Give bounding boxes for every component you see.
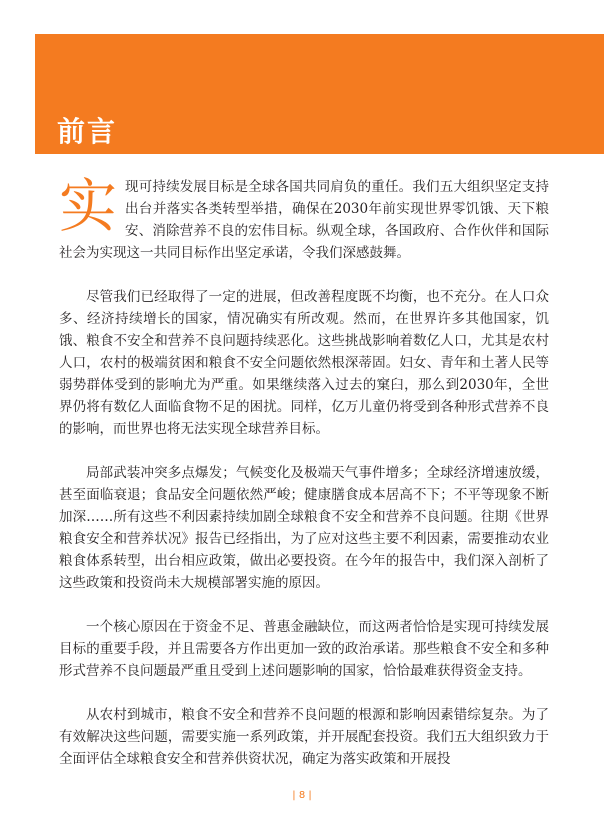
header-banner [35, 34, 604, 154]
drop-cap: 实 [59, 172, 118, 240]
paragraph-1-text: 现可持续发展目标是全球各国共同肩负的重任。我们五大组织坚定支持出台并落实各类转型举措，确保在2030年前实现世界零饥饿、天下粮安、消除营养不良的宏伟目标。纵观全球，各国政府、合作伙伴和国际社会为实现这一共同目标作出坚定承诺，令我们深感鼓舞。 [59, 179, 549, 261]
paragraph-2: 尽管我们已经取得了一定的进展，但改善程度既不均衡，也不充分。在人口众多、经济持续增长的国家，情况确实有所改观。然而，在世界许多其他国家，饥饿、粮食不安全和营养不良问题持续恶化。这些挑战影响着数亿人口，尤其是农村人口，农村的极端贫困和粮食不安全问题依然根深蒂固。妇女、青年和土著人民等弱势群体受到的影响尤为严重。如果继续落入过去的窠臼，那么到2030年，全世界仍将有数亿人面临食物不足的困扰。同样，亿万儿童仍将受到各种形式营养不良的影响，而世界也将无法实现全球营养目标。 [59, 289, 549, 437]
document-body [59, 172, 549, 792]
page-number: | 8 | [292, 790, 312, 801]
paragraph-4: 一个核心原因在于资金不足、普惠金融缺位，而这两者恰恰是实现可持续发展目标的重要手段，并且需要各方作出更加一致的政治承诺。那些粮食不安全和多种形式营养不良问题最严重且受到上述问题影响的国家，恰恰最难获得资金支持。 [59, 619, 549, 679]
paragraph-1 [59, 172, 549, 264]
paragraph-3: 局部武装冲突多点爆发；气候变化及极端天气事件增多；全球经济增速放缓，甚至面临衰退；食品安全问题依然严峻；健康膳食成本居高不下；不平等现象不断加深……所有这些不利因素持续加剧全球粮食不安全和营养不良问题。往期《世界粮食安全和营养状况》报告已经指出，为了应对这些主要不利因素，需要推动农业粮食体系转型，出台相应政策，做出必要投资。在今年的报告中，我们深入剖析了这些政策和投资尚未大规模部署实施的原因。 [59, 465, 549, 591]
paragraph-5: 从农村到城市，粮食不安全和营养不良问题的根源和影响因素错综复杂。为了有效解决这些问题，需要实施一系列政策，并开展配套投资。我们五大组织致力于全面评估全球粮食安全和营养供资状况，确定为落实政策和开展投 [59, 707, 549, 767]
page-title: 前言 [57, 115, 118, 148]
